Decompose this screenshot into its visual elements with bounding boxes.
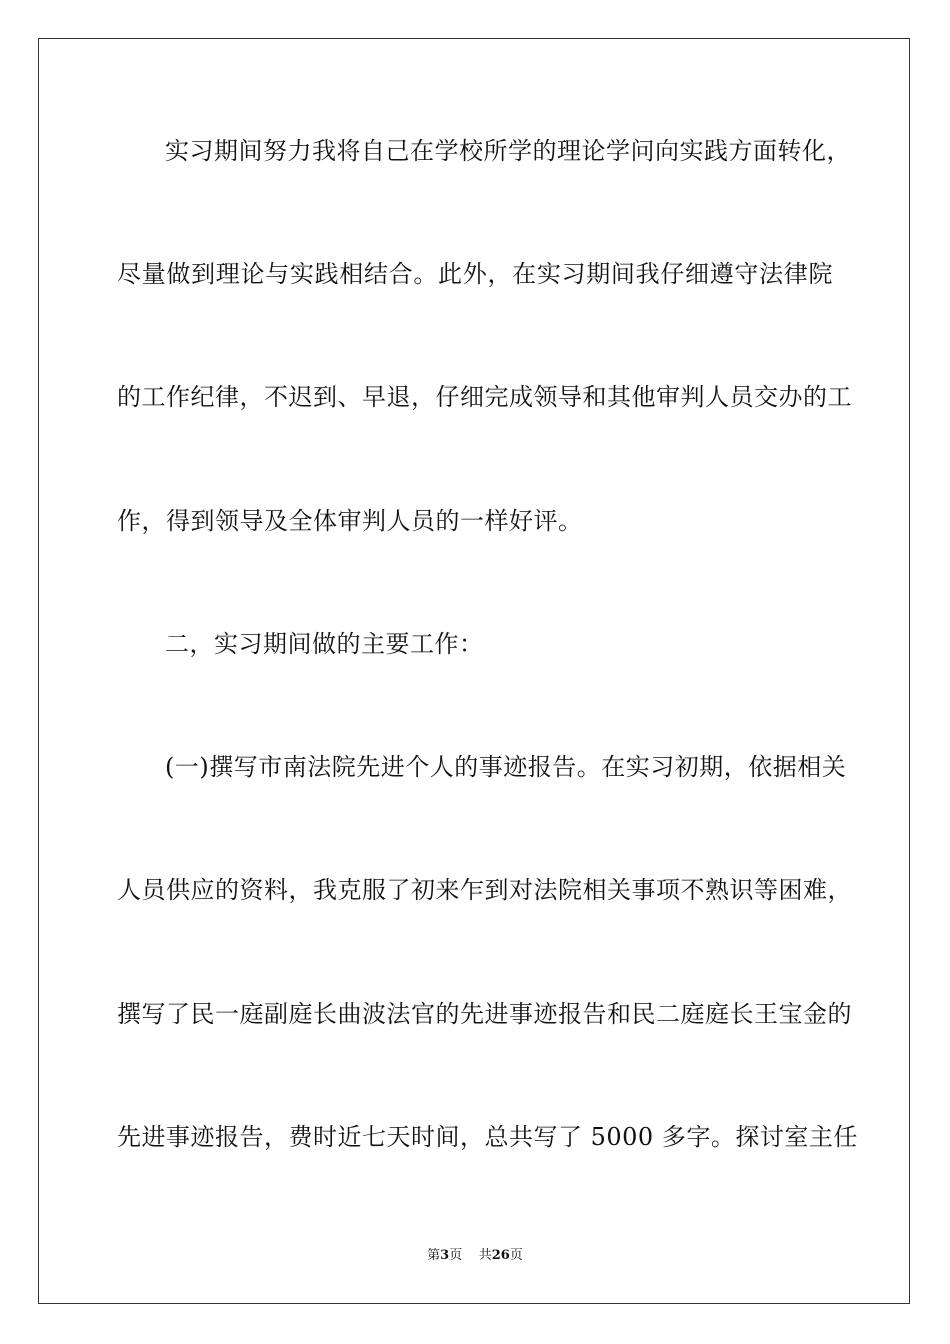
paragraph-line-1: 实习期间努力我将自己在学校所学的理论学问向实践方面转化， xyxy=(165,137,851,165)
paragraph-line-6: (一)撰写市南法院先进个人的事迹报告。在实习初期，依据相关 xyxy=(165,753,847,781)
paragraph-line-2: 尽量做到理论与实践相结合。此外，在实习期间我仔细遵守法律院 xyxy=(117,260,833,288)
footer-suffix: 页 xyxy=(509,1248,523,1263)
footer-total-pages: 26 xyxy=(491,1248,510,1263)
section-heading: 二，实习期间做的主要工作： xyxy=(165,630,484,658)
page-border xyxy=(38,38,910,1304)
paragraph-line-9: 先进事迹报告，费时近七天时间，总共写了 5000 多字。探讨室主任 xyxy=(117,1123,858,1151)
paragraph-line-3: 的工作纪律，不迟到、早退，仔细完成领导和其他审判人员交办的工 xyxy=(117,383,852,411)
footer-mid: 页 共 xyxy=(449,1248,492,1263)
footer-current-page: 3 xyxy=(440,1248,450,1263)
paragraph-line-7: 人员供应的资料，我克服了初来乍到对法院相关事项不熟识等困难， xyxy=(117,876,852,904)
page-footer xyxy=(0,1247,950,1265)
footer-prefix: 第 xyxy=(427,1248,441,1263)
paragraph-line-4: 作，得到领导及全体审判人员的一样好评。 xyxy=(117,507,583,535)
paragraph-line-8: 撰写了民一庭副庭长曲波法官的先进事迹报告和民二庭庭长王宝金的 xyxy=(117,1000,852,1028)
